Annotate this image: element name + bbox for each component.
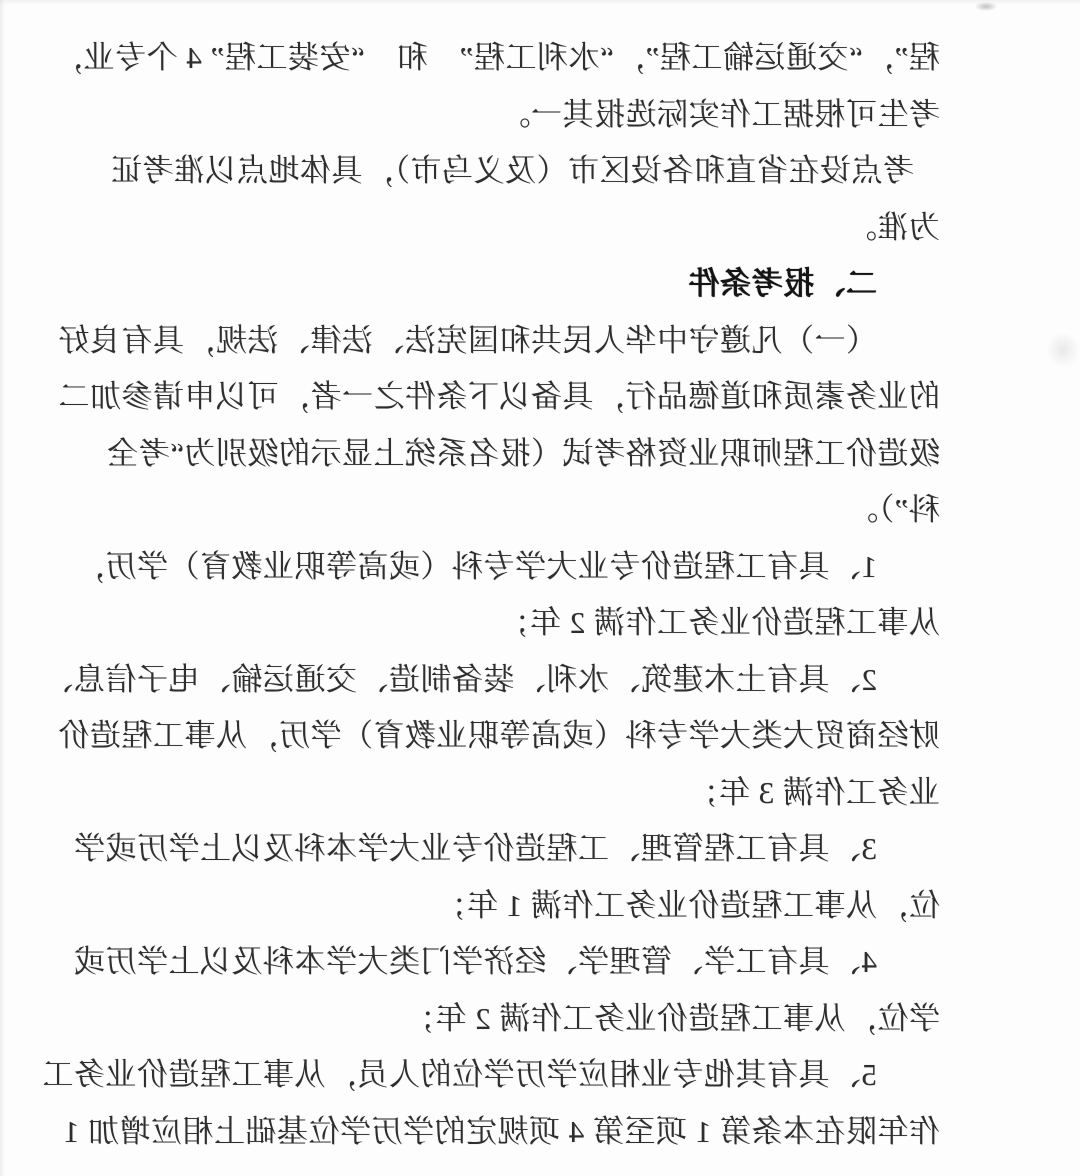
- text-line: 5、具有其他专业相应学历学位的人员，从事工程造价业务工: [42, 1057, 877, 1092]
- text-line: 4、具有工学、管理学、经济学门类大学本科及以上学历或: [73, 944, 877, 979]
- text-line: 3、具有工程管理、工程造价专业大学本科及以上学历或学: [73, 831, 877, 866]
- text-line: 学位，从事工程造价业务工作满 2 年；: [403, 1000, 940, 1036]
- text-line: 位，从事工程造价业务工作满 1 年；: [435, 887, 940, 923]
- text-line: 考点设在省直和各设区市（及义乌市），具体地点以准考证: [110, 153, 914, 188]
- text-line: 科”）。: [846, 492, 940, 527]
- heading-line: 二、报考条件: [688, 266, 877, 301]
- text-line: 财经商贸大类大学专科（或高等职业教育）学历，从事工程造价: [58, 718, 940, 753]
- text-line: 业务工作满 3 年；: [687, 774, 940, 810]
- text-line: 作年限在本条第 1 项至第 4 项规定的学历学位基础上相应增加 1: [63, 1113, 940, 1149]
- document-text: [42, 30, 940, 1160]
- text-line: 级造价工程师职业资格考试（报名系统上显示的级别为“考全: [106, 435, 940, 471]
- text-line: 1、具有工程造价专业大学专科（或高等职业教育）学历，: [73, 548, 877, 584]
- text-line: 考生可根据工作实际选报其一。: [499, 96, 940, 132]
- text-line: （一）凡遵守中华人民共和国宪法、法律、法规，具有良好: [58, 322, 877, 358]
- text-line: 2、具有土木建筑、水利、装备制造、交通运输、电子信息、: [42, 661, 877, 697]
- text-line: 为准。: [845, 209, 940, 245]
- text-line: 的业务素质和道德品行，具备以下条件之一者，可以申请参加二: [58, 379, 940, 414]
- text-line: 程”，“交通运输工程”，“水利工程” 和 “安装工程” 4 个专业，: [51, 40, 940, 75]
- text-line: 从事工程造价业务工作满 2 年；: [498, 605, 940, 640]
